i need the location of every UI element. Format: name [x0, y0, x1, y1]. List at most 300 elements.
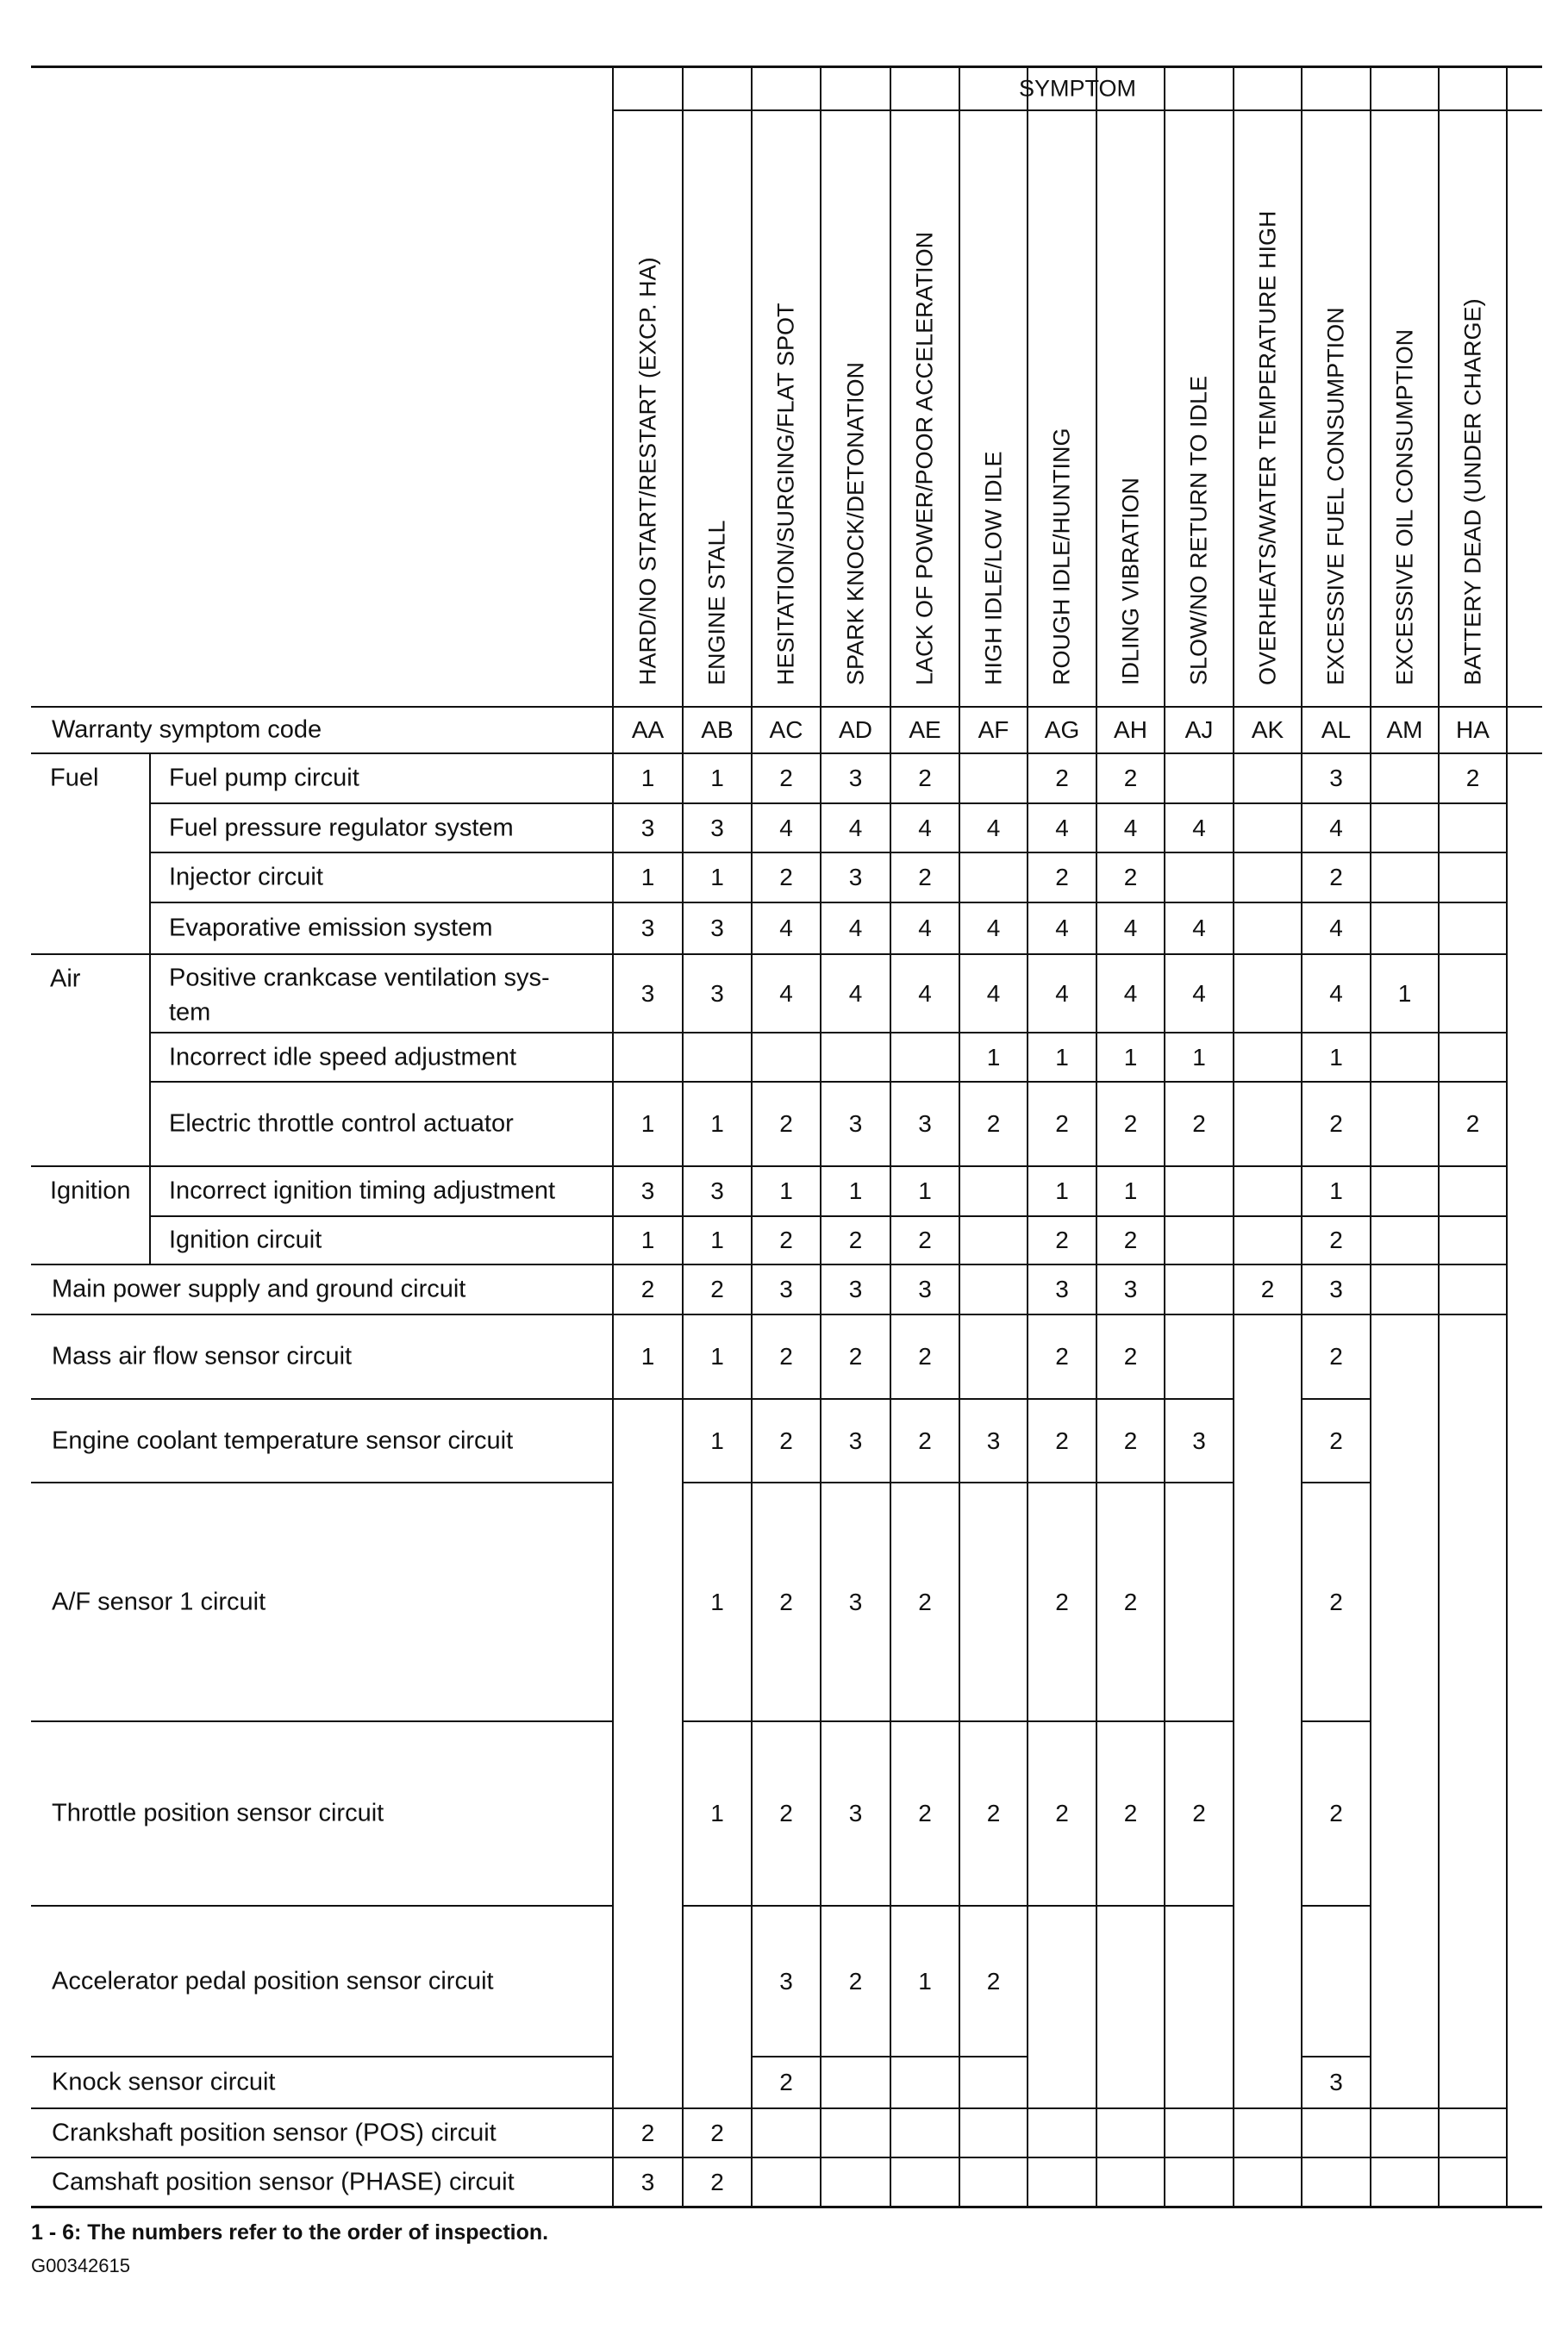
grid-line-horizontal [1165, 953, 1234, 955]
grid-line-horizontal [1028, 1905, 1096, 1907]
cell-value: 1 [640, 1227, 655, 1253]
grid-line-horizontal [613, 1165, 683, 1167]
grid-line-horizontal [1028, 1081, 1096, 1083]
grid-line-horizontal [890, 902, 959, 903]
grid-line-vertical [682, 66, 684, 2207]
grid-line-horizontal [1234, 1215, 1302, 1217]
item-label: Accelerator pedal position sensor circuit [52, 1967, 494, 1995]
grid-line-horizontal [31, 2107, 613, 2109]
grid-line-horizontal [683, 1081, 752, 1083]
cell-value: 2 [779, 1800, 793, 1826]
grid-line-horizontal [31, 752, 1542, 754]
grid-line-horizontal [959, 802, 1028, 804]
grid-line-horizontal [1165, 1398, 1234, 1400]
grid-line-horizontal [959, 1314, 1028, 1315]
symptom-name-ac: HESITATION/SURGING/FLAT SPOT [772, 303, 799, 685]
cell-value: 2 [640, 2119, 655, 2146]
cell-value: 2 [1055, 1110, 1069, 1137]
cell-value: 2 [1123, 1588, 1138, 1615]
cell-value: 4 [918, 979, 932, 1007]
grid-line-horizontal [959, 2107, 1028, 2109]
cell-value: 3 [1055, 1276, 1069, 1302]
cell-value: 2 [986, 1800, 1001, 1826]
grid-line-horizontal [1096, 1905, 1165, 1907]
cell-value: 2 [1329, 1343, 1343, 1370]
group-label-ignition: Ignition [50, 1177, 131, 1205]
item-label: Positive crankcase ventilation sys- [169, 964, 550, 992]
cell-value: 2 [779, 864, 793, 890]
grid-line-horizontal [613, 1264, 683, 1265]
symptom-code: AB [701, 716, 734, 743]
grid-line-horizontal [613, 852, 683, 853]
grid-line-horizontal [1302, 802, 1371, 804]
symptom-code: AJ [1184, 716, 1214, 743]
grid-line-horizontal [613, 902, 683, 903]
cell-value: 1 [710, 1227, 724, 1253]
grid-line-horizontal [890, 1398, 959, 1400]
cell-value: 3 [848, 1800, 863, 1826]
cell-value: 3 [640, 979, 655, 1007]
grid-line-horizontal [959, 1720, 1028, 1722]
grid-line-horizontal [1302, 852, 1371, 853]
grid-line-horizontal [1028, 1215, 1096, 1217]
grid-line-horizontal [752, 2157, 821, 2158]
cell-value: 2 [1123, 1110, 1138, 1137]
grid-line-horizontal [1371, 2157, 1439, 2158]
grid-line-horizontal [1165, 902, 1234, 903]
symptom-name-ab: ENGINE STALL [703, 520, 730, 685]
grid-line-horizontal [752, 1314, 821, 1315]
grid-line-horizontal [1234, 1264, 1302, 1265]
grid-line-horizontal [1165, 2157, 1234, 2158]
grid-line-horizontal [613, 802, 683, 804]
symptom-code: AE [909, 716, 941, 743]
grid-line-horizontal [1096, 1314, 1165, 1315]
cell-value: 3 [640, 915, 655, 941]
grid-line-horizontal [1302, 1905, 1371, 1907]
symptom-code: AA [631, 716, 665, 743]
cell-value: 3 [640, 1177, 655, 1204]
cell-value: 1 [710, 864, 724, 890]
symptom-code: AK [1251, 716, 1284, 743]
symptom-code: HA [1456, 716, 1490, 743]
cell-value: 2 [1123, 765, 1138, 791]
grid-line-horizontal [821, 1314, 890, 1315]
grid-line-horizontal [890, 1215, 959, 1217]
cell-value: 1 [640, 765, 655, 791]
grid-line-vertical [149, 753, 151, 1264]
grid-line-horizontal [1028, 1264, 1096, 1265]
cell-value: 2 [1329, 1800, 1343, 1826]
grid-line-horizontal [890, 1720, 959, 1722]
grid-line-horizontal [613, 1032, 683, 1033]
grid-line-horizontal [1096, 1165, 1165, 1167]
grid-line-horizontal [683, 1215, 752, 1217]
cell-value: 1 [986, 1043, 1001, 1071]
symptom-code: AD [839, 716, 872, 743]
cell-value: 4 [1055, 979, 1069, 1007]
cell-value: 2 [1123, 1227, 1138, 1253]
cell-value: 3 [1123, 1276, 1138, 1302]
cell-value: 4 [1123, 979, 1138, 1007]
cell-value: 2 [918, 1588, 932, 1615]
grid-line-horizontal [1165, 1905, 1234, 1907]
cell-value: 2 [848, 1343, 863, 1370]
grid-line-horizontal [1028, 2107, 1096, 2109]
cell-value: 1 [1192, 1043, 1206, 1071]
cell-value: 4 [779, 814, 793, 841]
cell-value: 2 [779, 2069, 793, 2095]
grid-line-horizontal [613, 1314, 683, 1315]
cell-value: 3 [918, 1276, 932, 1302]
grid-line-horizontal [1234, 2107, 1302, 2109]
cell-value: 1 [918, 1177, 932, 1204]
grid-line-horizontal [821, 852, 890, 853]
cell-value: 4 [1329, 814, 1343, 841]
grid-line-vertical [890, 66, 891, 2207]
grid-line-horizontal [1439, 1165, 1507, 1167]
cell-value: 1 [848, 1177, 863, 1204]
grid-line-horizontal [1165, 1482, 1234, 1483]
grid-line-horizontal [1439, 953, 1507, 955]
grid-line-horizontal [31, 2157, 613, 2158]
cell-value: 2 [1192, 1110, 1206, 1137]
grid-line-horizontal [959, 1165, 1028, 1167]
grid-line-horizontal [1096, 2107, 1165, 2109]
grid-line-horizontal [1234, 802, 1302, 804]
grid-line-horizontal [1096, 953, 1165, 955]
grid-line-vertical [959, 66, 960, 2207]
grid-line-horizontal [890, 1032, 959, 1033]
grid-line-horizontal [31, 2056, 613, 2057]
cell-value: 2 [918, 1227, 932, 1253]
cell-value: 1 [1123, 1043, 1138, 1071]
symptom-name-ah: IDLING VIBRATION [1117, 477, 1143, 685]
grid-line-horizontal [1028, 802, 1096, 804]
grid-line-horizontal [1096, 2157, 1165, 2158]
grid-line-horizontal [959, 1032, 1028, 1033]
grid-line-horizontal [1096, 1215, 1165, 1217]
item-label: Knock sensor circuit [52, 2068, 276, 2096]
grid-line-horizontal [31, 1720, 613, 1722]
grid-line-horizontal [613, 1398, 683, 1400]
cell-value: 2 [1123, 1427, 1138, 1454]
item-label: A/F sensor 1 circuit [52, 1588, 266, 1615]
cell-value: 3 [1192, 1427, 1206, 1454]
symptom-code: AM [1386, 716, 1423, 743]
grid-line-horizontal [1302, 2107, 1371, 2109]
grid-line-horizontal [1302, 1081, 1371, 1083]
grid-line-horizontal [1165, 2107, 1234, 2109]
grid-line-horizontal [890, 1482, 959, 1483]
symptom-name-ag: ROUGH IDLE/HUNTING [1048, 428, 1075, 685]
grid-line-horizontal [821, 2056, 890, 2057]
grid-line-horizontal [821, 1482, 890, 1483]
cell-value: 3 [1329, 2069, 1343, 2095]
grid-line-horizontal [821, 1081, 890, 1083]
grid-line-horizontal [1028, 902, 1096, 903]
grid-line-horizontal [821, 902, 890, 903]
cell-value: 2 [918, 864, 932, 890]
cell-value: 2 [1329, 1588, 1343, 1615]
grid-line-horizontal [752, 1165, 821, 1167]
cell-value: 1 [918, 1967, 932, 1995]
grid-line-horizontal [890, 2107, 959, 2109]
cell-value: 3 [848, 1427, 863, 1454]
grid-line-horizontal [1234, 902, 1302, 903]
grid-line-vertical [1164, 66, 1165, 2207]
grid-line-horizontal [1165, 1314, 1234, 1315]
cell-value: 4 [1192, 814, 1206, 841]
cell-value: 2 [848, 1227, 863, 1253]
grid-line-horizontal [1096, 802, 1165, 804]
grid-line-horizontal [1028, 852, 1096, 853]
grid-line-horizontal [1371, 1165, 1439, 1167]
grid-line-horizontal [959, 1398, 1028, 1400]
cell-value: 3 [710, 979, 724, 1007]
grid-line-horizontal [1096, 1720, 1165, 1722]
cell-value: 3 [1329, 1276, 1343, 1302]
cell-value: 3 [986, 1427, 1001, 1454]
item-label: Mass air flow sensor circuit [52, 1342, 353, 1371]
cell-value: 4 [1055, 915, 1069, 941]
symptom-name-ak: OVERHEATS/WATER TEMPERATURE HIGH [1254, 210, 1280, 685]
grid-line-horizontal [1165, 1264, 1234, 1265]
symptom-name-aj: SLOW/NO RETURN TO IDLE [1185, 375, 1212, 685]
symptom-code: AL [1321, 716, 1352, 743]
symptom-name-ha: BATTERY DEAD (UNDER CHARGE) [1459, 298, 1485, 685]
grid-line-horizontal [752, 902, 821, 903]
cell-value: 4 [848, 915, 863, 941]
grid-line-horizontal [31, 953, 613, 955]
cell-value: 3 [848, 864, 863, 890]
cell-value: 2 [1055, 864, 1069, 890]
grid-line-horizontal [1371, 1081, 1439, 1083]
grid-line-horizontal [683, 1264, 752, 1265]
grid-line-horizontal [613, 2107, 683, 2109]
footnote: 1 - 6: The numbers refer to the order of inspection. [31, 2220, 549, 2245]
grid-line-vertical [751, 66, 753, 2207]
symptom-code: AC [769, 716, 803, 743]
grid-line-horizontal [1371, 1314, 1439, 1315]
cell-value: 3 [1329, 765, 1343, 791]
grid-line-horizontal [890, 2056, 959, 2057]
symptom-header: SYMPTOM [1018, 75, 1137, 102]
cell-value: 2 [710, 2119, 724, 2146]
grid-line-horizontal [683, 953, 752, 955]
grid-line-horizontal [752, 1398, 821, 1400]
grid-line-horizontal [1302, 1482, 1371, 1483]
cell-value: 2 [1260, 1276, 1275, 1302]
grid-line-horizontal [1234, 1314, 1302, 1315]
grid-line-horizontal [890, 2157, 959, 2158]
grid-line-horizontal [683, 1165, 752, 1167]
grid-line-horizontal [890, 852, 959, 853]
grid-line-horizontal [959, 902, 1028, 903]
grid-line-horizontal [752, 1482, 821, 1483]
cell-value: 2 [918, 1343, 932, 1370]
cell-value: 1 [710, 1427, 724, 1454]
grid-line-horizontal [1302, 1314, 1371, 1315]
symptom-name-aa: HARD/NO START/RESTART (EXCP. HA) [634, 257, 660, 685]
cell-value: 3 [640, 2168, 655, 2195]
grid-line-vertical [820, 66, 821, 2207]
cell-value: 2 [1055, 1343, 1069, 1370]
grid-line-horizontal [1028, 1398, 1096, 1400]
grid-line-horizontal [821, 802, 890, 804]
grid-line-horizontal [752, 1032, 821, 1033]
item-label: Ignition circuit [169, 1226, 322, 1254]
cell-value: 1 [1329, 1177, 1343, 1204]
grid-line-horizontal [1028, 2157, 1096, 2158]
item-label: Crankshaft position sensor (POS) circuit [52, 2119, 497, 2146]
grid-line-horizontal [1234, 1032, 1302, 1033]
grid-line-horizontal [683, 1482, 752, 1483]
grid-line-horizontal [31, 1264, 613, 1265]
cell-value: 2 [779, 1427, 793, 1454]
cell-value: 2 [1465, 1110, 1480, 1137]
grid-line-horizontal [1165, 1081, 1234, 1083]
cell-value: 2 [640, 1276, 655, 1302]
item-label: Fuel pump circuit [169, 764, 359, 792]
cell-value: 2 [710, 1276, 724, 1302]
grid-line-horizontal [890, 1905, 959, 1907]
grid-line-horizontal [1028, 1314, 1096, 1315]
grid-line-horizontal [890, 953, 959, 955]
grid-line-horizontal [150, 802, 613, 804]
cell-value: 2 [779, 1110, 793, 1137]
grid-line-horizontal [1302, 1264, 1371, 1265]
grid-line-horizontal [683, 1032, 752, 1033]
grid-line-horizontal [1234, 2157, 1302, 2158]
symptom-name-am: EXCESSIVE OIL CONSUMPTION [1391, 328, 1417, 685]
cell-value: 4 [986, 915, 1001, 941]
grid-line-horizontal [31, 1314, 613, 1315]
grid-line-horizontal [1439, 802, 1507, 804]
grid-line-horizontal [959, 1081, 1028, 1083]
cell-value: 2 [1123, 864, 1138, 890]
grid-line-horizontal [613, 1081, 683, 1083]
grid-line-horizontal [613, 953, 683, 955]
cell-value: 3 [710, 915, 724, 941]
grid-line-horizontal [959, 2056, 1028, 2057]
grid-line-horizontal [1302, 1165, 1371, 1167]
grid-line-horizontal [1371, 1032, 1439, 1033]
item-label: Evaporative emission system [169, 914, 493, 942]
grid-line-horizontal [1096, 1264, 1165, 1265]
grid-line-horizontal [1234, 953, 1302, 955]
cell-value: 2 [779, 1227, 793, 1253]
grid-line-horizontal [1096, 1482, 1165, 1483]
grid-line-vertical [1096, 66, 1097, 2207]
grid-line-horizontal [1234, 1081, 1302, 1083]
cell-value: 1 [779, 1177, 793, 1204]
grid-line-horizontal [821, 1905, 890, 1907]
item-label: Electric throttle control actuator [169, 1109, 514, 1138]
item-label-continuation: tem [169, 998, 211, 1027]
grid-line-horizontal [890, 802, 959, 804]
grid-line-horizontal [683, 852, 752, 853]
grid-line-horizontal [890, 1165, 959, 1167]
grid-line-horizontal [752, 1720, 821, 1722]
cell-value: 1 [710, 1343, 724, 1370]
symptom-code: AH [1114, 716, 1147, 743]
grid-line-horizontal [150, 902, 613, 903]
grid-line-horizontal [752, 852, 821, 853]
grid-line-horizontal [1165, 1215, 1234, 1217]
cell-value: 4 [779, 979, 793, 1007]
grid-line-horizontal [1165, 1720, 1234, 1722]
grid-line-horizontal [821, 2157, 890, 2158]
grid-line-horizontal [752, 1081, 821, 1083]
grid-line-horizontal [31, 1165, 613, 1167]
grid-line-horizontal [1234, 1165, 1302, 1167]
cell-value: 2 [1055, 765, 1069, 791]
cell-value: 3 [779, 1276, 793, 1302]
grid-line-horizontal [1165, 1032, 1234, 1033]
grid-line-horizontal [821, 2107, 890, 2109]
grid-line-horizontal [613, 1215, 683, 1217]
grid-line-horizontal [683, 802, 752, 804]
grid-line-horizontal [31, 1905, 613, 1907]
grid-line-horizontal [752, 2056, 821, 2057]
cell-value: 4 [779, 915, 793, 941]
cell-value: 3 [918, 1110, 932, 1137]
grid-line-horizontal [1028, 1032, 1096, 1033]
grid-line-horizontal [150, 1081, 613, 1083]
cell-value: 3 [710, 1177, 724, 1204]
grid-line-horizontal [752, 1905, 821, 1907]
item-label: Incorrect idle speed adjustment [169, 1043, 516, 1071]
grid-line-horizontal [1439, 1215, 1507, 1217]
grid-line-horizontal [959, 1215, 1028, 1217]
cell-value: 3 [848, 1276, 863, 1302]
grid-line-vertical [1506, 66, 1508, 2207]
cell-value: 1 [710, 1588, 724, 1615]
grid-line-horizontal [1165, 802, 1234, 804]
grid-line-horizontal [1302, 953, 1371, 955]
symptom-code: AG [1044, 716, 1080, 743]
grid-line-horizontal [752, 953, 821, 955]
grid-line-horizontal [1439, 1032, 1507, 1033]
grid-line-horizontal [1302, 2157, 1371, 2158]
cell-value: 3 [848, 765, 863, 791]
grid-line-horizontal [31, 1398, 613, 1400]
grid-line-horizontal [890, 1264, 959, 1265]
grid-line-horizontal [1371, 802, 1439, 804]
grid-line-horizontal [31, 1482, 613, 1483]
grid-line-horizontal [1439, 902, 1507, 903]
cell-value: 2 [710, 2168, 724, 2195]
grid-line-horizontal [821, 1720, 890, 1722]
grid-line-horizontal [150, 852, 613, 853]
grid-line-vertical [1438, 66, 1440, 2207]
cell-value: 2 [1055, 1227, 1069, 1253]
grid-line-horizontal [1028, 1482, 1096, 1483]
cell-value: 2 [1329, 1427, 1343, 1454]
grid-line-horizontal [1028, 953, 1096, 955]
grid-line-vertical [1301, 66, 1303, 2207]
cell-value: 2 [779, 765, 793, 791]
item-label: Fuel pressure regulator system [169, 814, 514, 841]
grid-line-horizontal [959, 1264, 1028, 1265]
cell-value: 2 [1329, 864, 1343, 890]
symptom-name-af: HIGH IDLE/LOW IDLE [980, 451, 1006, 685]
cell-value: 2 [1192, 1800, 1206, 1826]
item-label: Injector circuit [169, 863, 323, 891]
grid-line-vertical [1027, 66, 1028, 2207]
cell-value: 4 [848, 979, 863, 1007]
